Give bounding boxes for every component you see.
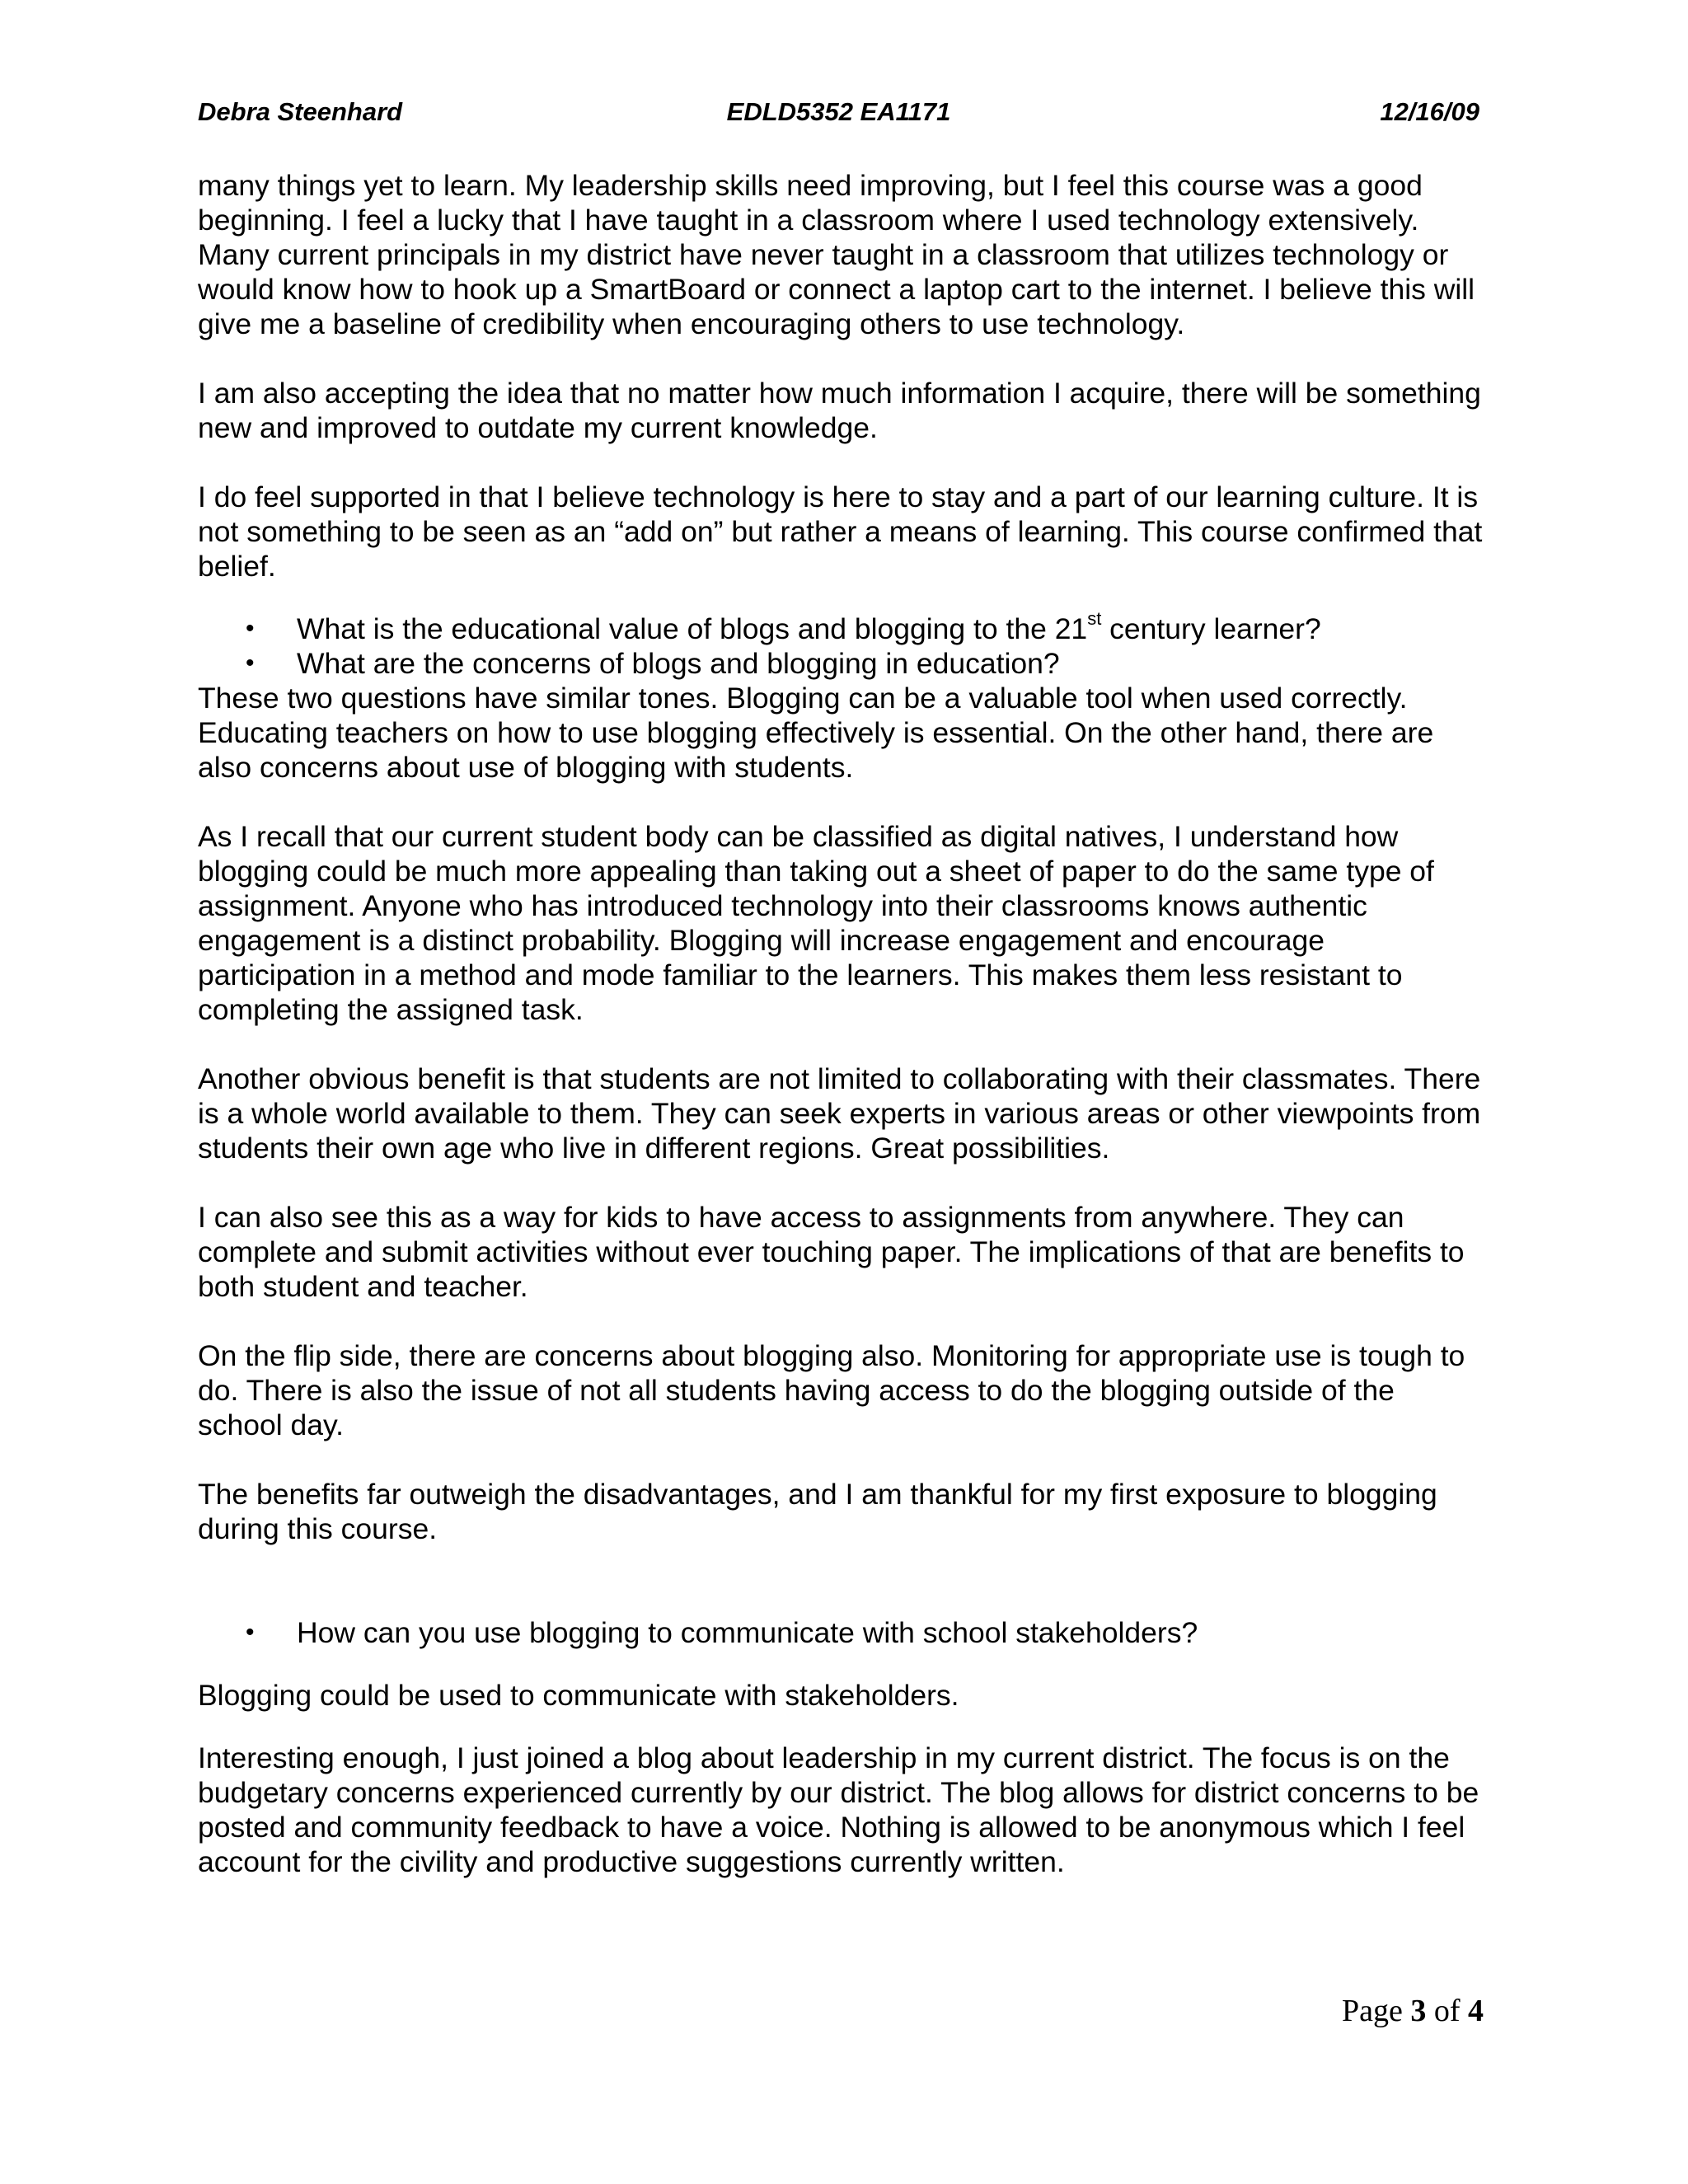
question-educational-value	[198, 608, 1484, 646]
bullet-icon: •	[246, 615, 255, 642]
question-superscript: st	[1087, 608, 1102, 630]
header-course: EDLD5352 EA1171	[726, 97, 951, 126]
page-number	[1342, 1993, 1484, 2029]
paragraph-accepting-idea: I am also accepting the idea that no matter how much information I acquire, there will be something new and improved to outdate my current knowledge.	[198, 377, 1481, 444]
spacer	[198, 1581, 1484, 1615]
page-current: 3	[1410, 1994, 1427, 2028]
page-label: Page	[1341, 1994, 1411, 2028]
header-author: Debra Steenhard	[198, 97, 403, 126]
question-list-1	[198, 608, 1484, 681]
paragraph-digital-natives: As I recall that our current student body can be classified as digital natives, I understand how blogging could be much more appealing than taking out a sheet of paper to do the same type of assignment. Anyone who has introduced technology into their classrooms knows authentic engagement is a distinct probability. Blogging will increase engagement and encourage participation in a method and mode familiar to the learners. This makes them less resistant to completing the assigned task.	[198, 820, 1434, 1026]
paragraph-benefits-outweigh: The benefits far outweigh the disadvantages, and I am thankful for my first exposure to blogging during this course.	[198, 1478, 1437, 1545]
paragraph-district-blog: Interesting enough, I just joined a blog about leadership in my current district. The focus is on the budgetary concerns experienced currently by our district. The blog allows for district concerns to be posted and community feedback to have a voice. Nothing is allowed to be anonymous which I feel account for the civility and productive suggestions currently written.	[198, 1741, 1479, 1878]
question-text-end: century learner?	[1101, 612, 1321, 645]
question-text: What is the educational value of blogs and blogging to the 21	[297, 612, 1088, 645]
page-total: 4	[1468, 1994, 1484, 2028]
bullet-icon: •	[246, 649, 255, 677]
header-date: 12/16/09	[1380, 97, 1479, 126]
question-concerns	[198, 646, 1484, 681]
question-stakeholders	[198, 1615, 1484, 1650]
paragraph-concerns: On the flip side, there are concerns about blogging also. Monitoring for appropriate use is tough to do. There is also the issue of not all students having access to do the blogging outside of the school day.	[198, 1339, 1465, 1441]
bullet-icon: •	[246, 1619, 255, 1646]
paragraph-access-anywhere: I can also see this as a way for kids to have access to assignments from anywhere. They can complete and submit activities without ever touching paper. The implications of that are benefits to both student and teacher.	[198, 1201, 1465, 1303]
question-list-2	[198, 1615, 1484, 1650]
document-page	[198, 0, 1484, 2184]
paragraph-stakeholders: Blogging could be used to communicate with stakeholders.	[198, 1679, 959, 1712]
question-text: What are the concerns of blogs and blogging in education?	[297, 647, 1060, 680]
document-body	[198, 168, 1484, 1914]
question-text: How can you use blogging to communicate with school stakeholders?	[297, 1616, 1198, 1649]
page-header	[198, 97, 1479, 130]
paragraph-leadership-skills: many things yet to learn. My leadership skills need improving, but I feel this course was a good beginning. I feel a lucky that I have taught in a classroom where I used technology extensively. Many current principals in my district have never taught in a classroom that utilizes technology or would know how to hook up a SmartBoard or connect a laptop cart to the internet. I believe this will give me a baseline of credibility when encouraging others to use technology.	[198, 169, 1475, 340]
paragraph-collaboration-benefit: Another obvious benefit is that students are not limited to collaborating with their classmates. There is a whole world available to them. They can seek experts in various areas or other viewpoints from students their own age who live in different regions. Great possibilities.	[198, 1062, 1481, 1165]
spacer	[198, 1650, 1484, 1678]
page-of-label: of	[1426, 1994, 1468, 2028]
paragraph-similar-tones: These two questions have similar tones. Blogging can be a valuable tool when used correctly. Educating teachers on how to use blogging effectively is essential. On the other hand, there are also concerns about use of blogging with students.	[198, 682, 1434, 784]
paragraph-feel-supported: I do feel supported in that I believe technology is here to stay and a part of our learning culture. It is not something to be seen as an “add on” but rather a means of learning. This course confirmed that belief.	[198, 480, 1483, 583]
